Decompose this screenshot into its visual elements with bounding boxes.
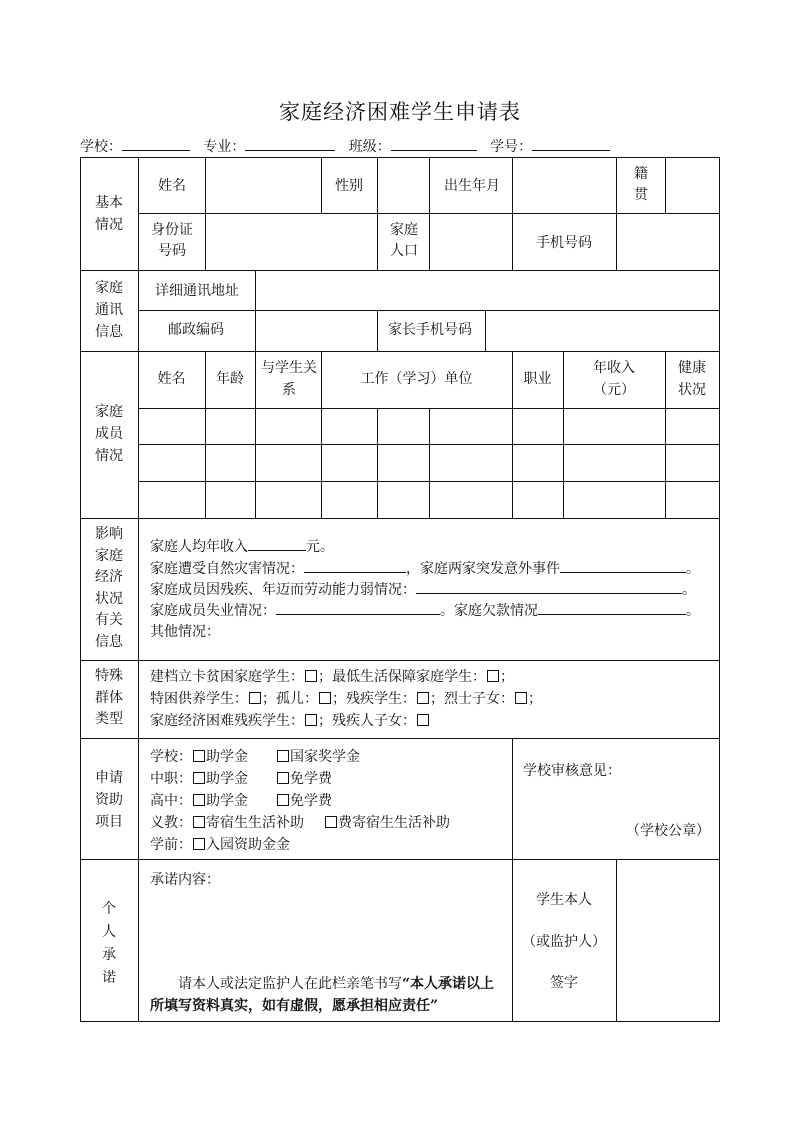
gender-label: 性别	[335, 178, 363, 194]
pledge-instruction-text: 请本人或法定监护人在此栏亲笔书写	[178, 976, 402, 992]
signature-label: 签字	[550, 975, 578, 991]
section-pledge: 个人承诺	[102, 901, 116, 986]
disabled-student-checkbox[interactable]	[417, 692, 429, 704]
debt-input[interactable]	[538, 600, 686, 615]
line-end: 。	[686, 603, 700, 619]
martyr-children-checkbox[interactable]	[515, 692, 527, 704]
aid-vocational-grant-label: 助学金	[206, 771, 248, 787]
school-label: 学校：	[80, 139, 122, 155]
postcode-label: 邮政编码	[168, 322, 224, 338]
disaster-label: 家庭遭受自然灾害情况：	[150, 561, 304, 577]
aid-compulsory-row	[150, 812, 450, 834]
section-special: 特殊群体类型	[95, 668, 123, 727]
separator: ；	[528, 691, 542, 707]
page-title: 家庭经济困难学生申请表	[279, 100, 521, 124]
household-label: 家庭人口	[390, 222, 418, 259]
extreme-poverty-label: 特困供养学生：	[150, 691, 248, 707]
aid-vocational-free-label: 免学费	[290, 771, 332, 787]
member-col-relation: 与学生关系	[261, 360, 317, 398]
address-label: 详细通讯地址	[155, 283, 239, 299]
aid-compulsory-label: 义教：	[150, 815, 192, 831]
orphan-label: ；孤儿：	[262, 691, 318, 707]
name-label: 姓名	[158, 178, 186, 194]
aid-school-grant-checkbox[interactable]	[193, 750, 205, 762]
disabled-parent-label: ；残疾人子女：	[318, 713, 416, 729]
aid-preschool-label: 学前：	[150, 837, 192, 853]
poverty-family-checkbox[interactable]	[305, 670, 317, 682]
aid-high-free-label: 免学费	[290, 793, 332, 809]
member-col-income: 年收入（元）	[593, 360, 635, 398]
aid-national-scholarship-checkbox[interactable]	[277, 750, 289, 762]
aid-vocational-free-checkbox[interactable]	[277, 772, 289, 784]
aid-boarding-checkbox[interactable]	[193, 816, 205, 828]
birth-label: 出生年月	[444, 178, 500, 194]
aid-school-label: 学校：	[150, 749, 192, 765]
student-no-label: 学号：	[490, 139, 533, 155]
header-fields	[80, 135, 610, 156]
parent-phone-label: 家长手机号码	[388, 322, 472, 338]
min-living-checkbox[interactable]	[487, 670, 499, 682]
guardian-label: （或监护人）	[522, 934, 606, 950]
disabled-parent-checkbox[interactable]	[417, 714, 429, 726]
separator: ；	[500, 669, 514, 685]
martyr-children-label: ；烈士子女：	[430, 691, 514, 707]
class-input[interactable]	[391, 135, 477, 151]
line-end: 。	[686, 561, 700, 577]
poor-disabled-label: 家庭经济困难残疾学生：	[150, 713, 304, 729]
income-input[interactable]	[248, 536, 306, 551]
disability-input[interactable]	[416, 579, 682, 594]
major-input[interactable]	[245, 135, 335, 151]
special-line-1	[150, 666, 514, 688]
class-label: 班级：	[348, 139, 391, 155]
member-col-age: 年龄	[216, 371, 244, 387]
economy-line-1	[150, 536, 334, 558]
aid-vocational-grant-checkbox[interactable]	[193, 772, 205, 784]
aid-school-grant-label: 助学金	[206, 749, 248, 765]
aid-high-label: 高中：	[150, 793, 192, 809]
member-col-name: 姓名	[157, 371, 186, 387]
orphan-checkbox[interactable]	[319, 692, 331, 704]
debt-label: 。家庭欠款情况	[440, 603, 538, 619]
phone-label: 手机号码	[536, 235, 592, 251]
poverty-family-label: 建档立卡贫困家庭学生：	[150, 669, 304, 685]
aid-high-grant-label: 助学金	[206, 793, 248, 809]
disability-label: 家庭成员因残疾、年迈而劳动能力弱情况：	[150, 582, 416, 598]
accident-label: ，家庭两家突发意外事件	[406, 561, 560, 577]
income-label: 家庭人均年收入	[150, 539, 248, 555]
aid-vocational-row	[150, 768, 332, 790]
member-col-work: 工作（学习）单位	[360, 371, 473, 387]
school-input[interactable]	[122, 135, 190, 151]
aid-preschool-grant-label: 入园资助金金	[206, 837, 290, 853]
member-col-job: 职业	[523, 371, 552, 387]
aid-non-boarding-label: 费寄宿生生活补助	[338, 815, 450, 831]
special-line-2	[150, 688, 542, 710]
disaster-input[interactable]	[304, 558, 406, 573]
aid-high-free-checkbox[interactable]	[277, 794, 289, 806]
aid-national-scholarship-label: 国家奖学金	[290, 749, 360, 765]
aid-school-row	[150, 746, 360, 768]
section-aid: 申请资助项目	[95, 770, 123, 830]
disabled-student-label: ；残疾学生：	[332, 691, 416, 707]
signature-field[interactable]	[617, 860, 719, 1021]
poor-disabled-checkbox[interactable]	[305, 714, 317, 726]
min-living-label: ；最低生活保障家庭学生：	[318, 669, 486, 685]
aid-high-grant-checkbox[interactable]	[193, 794, 205, 806]
economy-line-3	[150, 579, 696, 601]
accident-input[interactable]	[560, 558, 686, 573]
pledge-statement: “本人承诺以上所填写资料真实，如有虚假，愿承担相应责任”	[150, 976, 495, 1014]
pledge-instructions	[150, 973, 506, 1017]
line-end: 。	[682, 582, 696, 598]
economy-line-4	[150, 600, 700, 622]
section-basic: 基本情况	[95, 195, 123, 233]
major-label: 专业：	[203, 139, 246, 155]
economy-line-5: 其他情况：	[150, 624, 220, 640]
economy-line-2	[150, 558, 700, 580]
id-card-label: 身份证号码	[151, 222, 193, 259]
pledge-content-label: 承诺内容：	[150, 872, 220, 888]
origin-label: 籍贯	[634, 166, 648, 203]
extreme-poverty-checkbox[interactable]	[249, 692, 261, 704]
member-col-health: 健康状况	[678, 360, 706, 398]
aid-preschool-checkbox[interactable]	[193, 838, 205, 850]
signer-label: 学生本人	[536, 892, 592, 908]
aid-non-boarding-checkbox[interactable]	[325, 816, 337, 828]
student-no-input[interactable]	[532, 135, 610, 151]
unemployment-input[interactable]	[276, 600, 440, 615]
unemployment-label: 家庭成员失业情况：	[150, 603, 276, 619]
aid-high-row	[150, 790, 332, 812]
section-economy: 影响家庭经济状况有关信息	[95, 526, 123, 650]
aid-preschool-row	[150, 834, 290, 856]
section-contact: 家庭通讯信息	[95, 280, 123, 340]
school-review-label: 学校审核意见：	[523, 763, 621, 779]
income-unit: 元。	[306, 539, 334, 555]
school-stamp-label: （学校公章）	[626, 823, 710, 839]
section-members: 家庭成员情况	[95, 404, 123, 464]
special-line-3	[150, 710, 430, 732]
aid-boarding-label: 寄宿生生活补助	[206, 815, 304, 831]
aid-vocational-label: 中职：	[150, 771, 192, 787]
